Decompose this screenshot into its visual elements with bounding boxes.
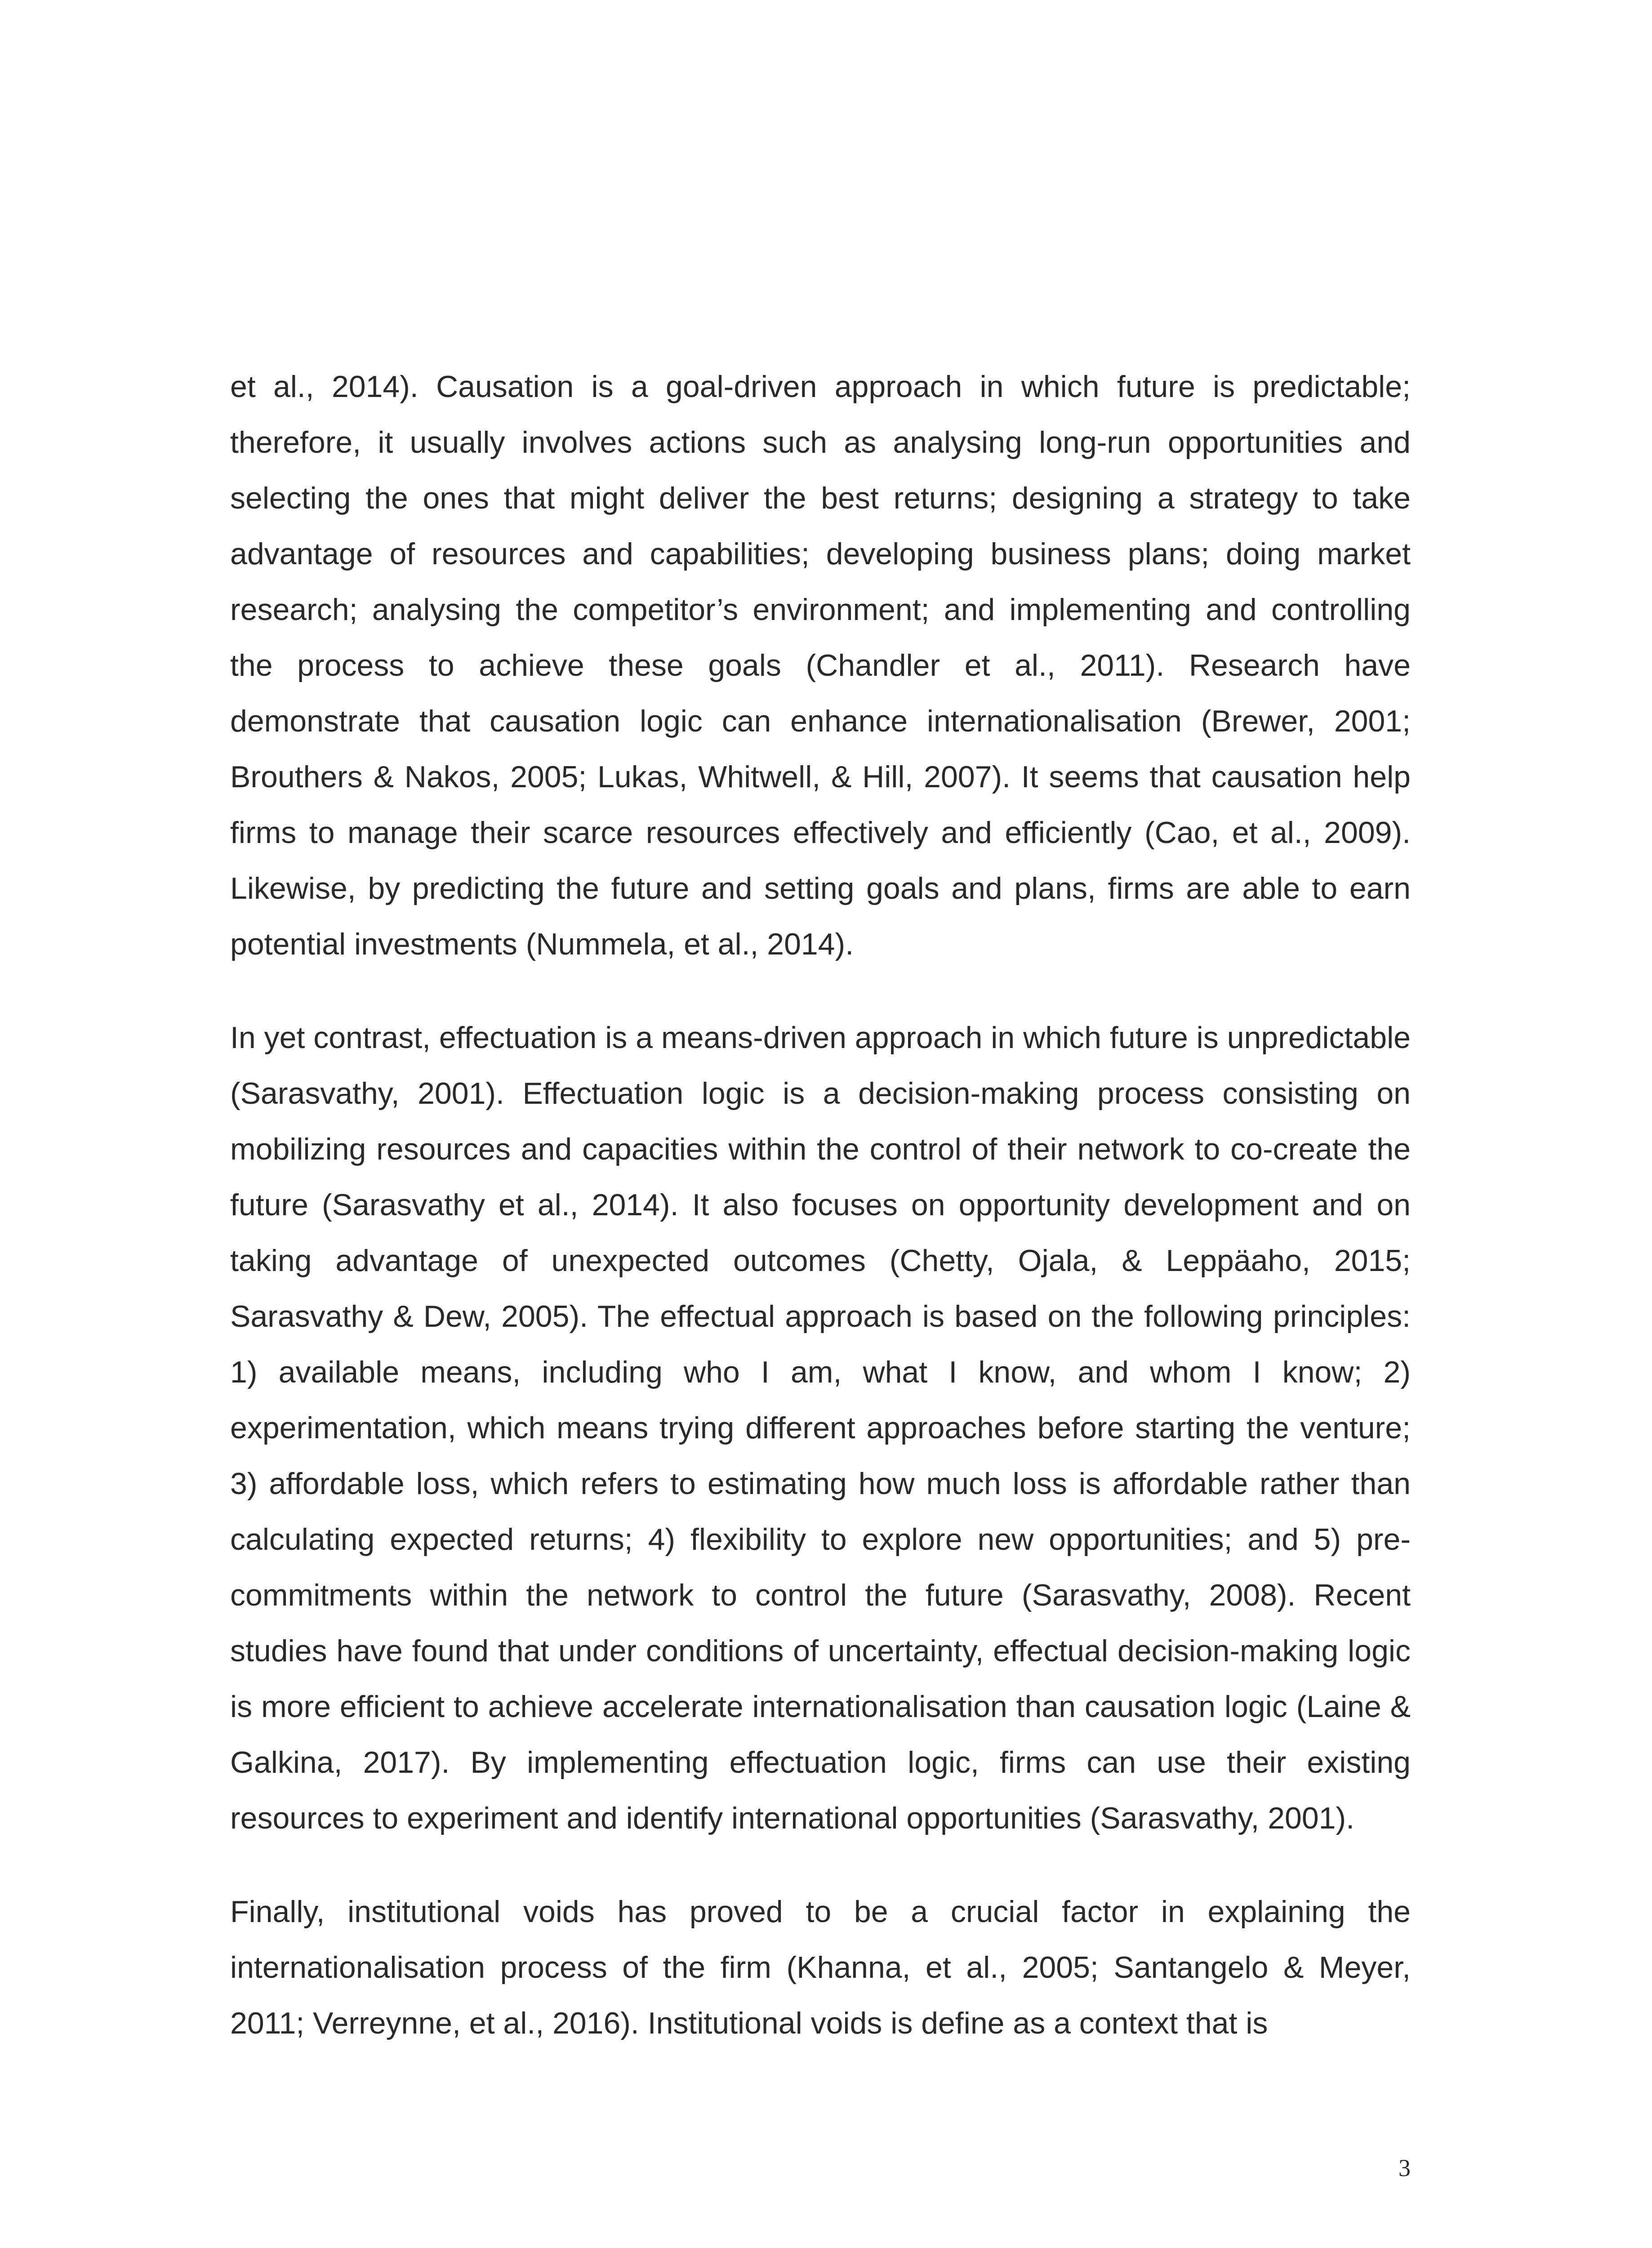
page-number: 3 (1398, 2154, 1411, 2181)
paragraph-causation: et al., 2014). Causation is a goal-driven approach in which future is predictable; therefore, it usually involves actions such as analysing long-run opportunities and selecting the ones that might deliver the best returns; designing a strategy to take advantage of resources and capabilities; developing business plans; doing market research; analysing the competitor’s environment; and implementing and controlling the process to achieve these goals (Chandler et al., 2011). Research have demonstrate that causation logic can enhance internationalisation (Brewer, 2001; Brouthers & Nakos, 2005; Lukas, Whitwell, & Hill, 2007). It seems that causation help firms to manage their scarce resources effectively and efficiently (Cao, et al., 2009). Likewise, by predicting the future and setting goals and plans, firms are able to earn potential investments (Nummela, et al., 2014). (230, 370, 1411, 961)
body-text (230, 359, 1411, 2051)
paragraph-effectuation: In yet contrast, effectuation is a means-driven approach in which future is unpredictable (Sarasvathy, 2001). Effectuation logic is a decision-making process consisting on mobilizing resources and capacities within the control of their network to co-create the future (Sarasvathy et al., 2014). It also focuses on opportunity development and on taking advantage of unexpected outcomes (Chetty, Ojala, & Leppäaho, 2015; Sarasvathy & Dew, 2005). The effectual approach is based on the following principles: 1) available means, including who I am, what I know, and whom I know; 2) experimentation, which means trying different approaches before starting the venture; 3) affordable loss, which refers to estimating how much loss is affordable rather than calculating expected returns; 4) flexibility to explore new opportunities; and 5) pre-commitments within the network to control the future (Sarasvathy, 2008). Recent studies have found that under conditions of uncertainty, effectual decision-making logic is more efficient to achieve accelerate internationalisation than causation logic (Laine & Galkina, 2017). By implementing effectuation logic, firms can use their existing resources to experiment and identify international opportunities (Sarasvathy, 2001). (230, 1021, 1411, 1835)
paragraph-institutional-voids: Finally, institutional voids has proved to be a crucial factor in explaining the internationalisation process of the firm (Khanna, et al., 2005; Santangelo & Meyer, 2011; Verreynne, et al., 2016). Institutional voids is define as a context that is (230, 1895, 1411, 2040)
